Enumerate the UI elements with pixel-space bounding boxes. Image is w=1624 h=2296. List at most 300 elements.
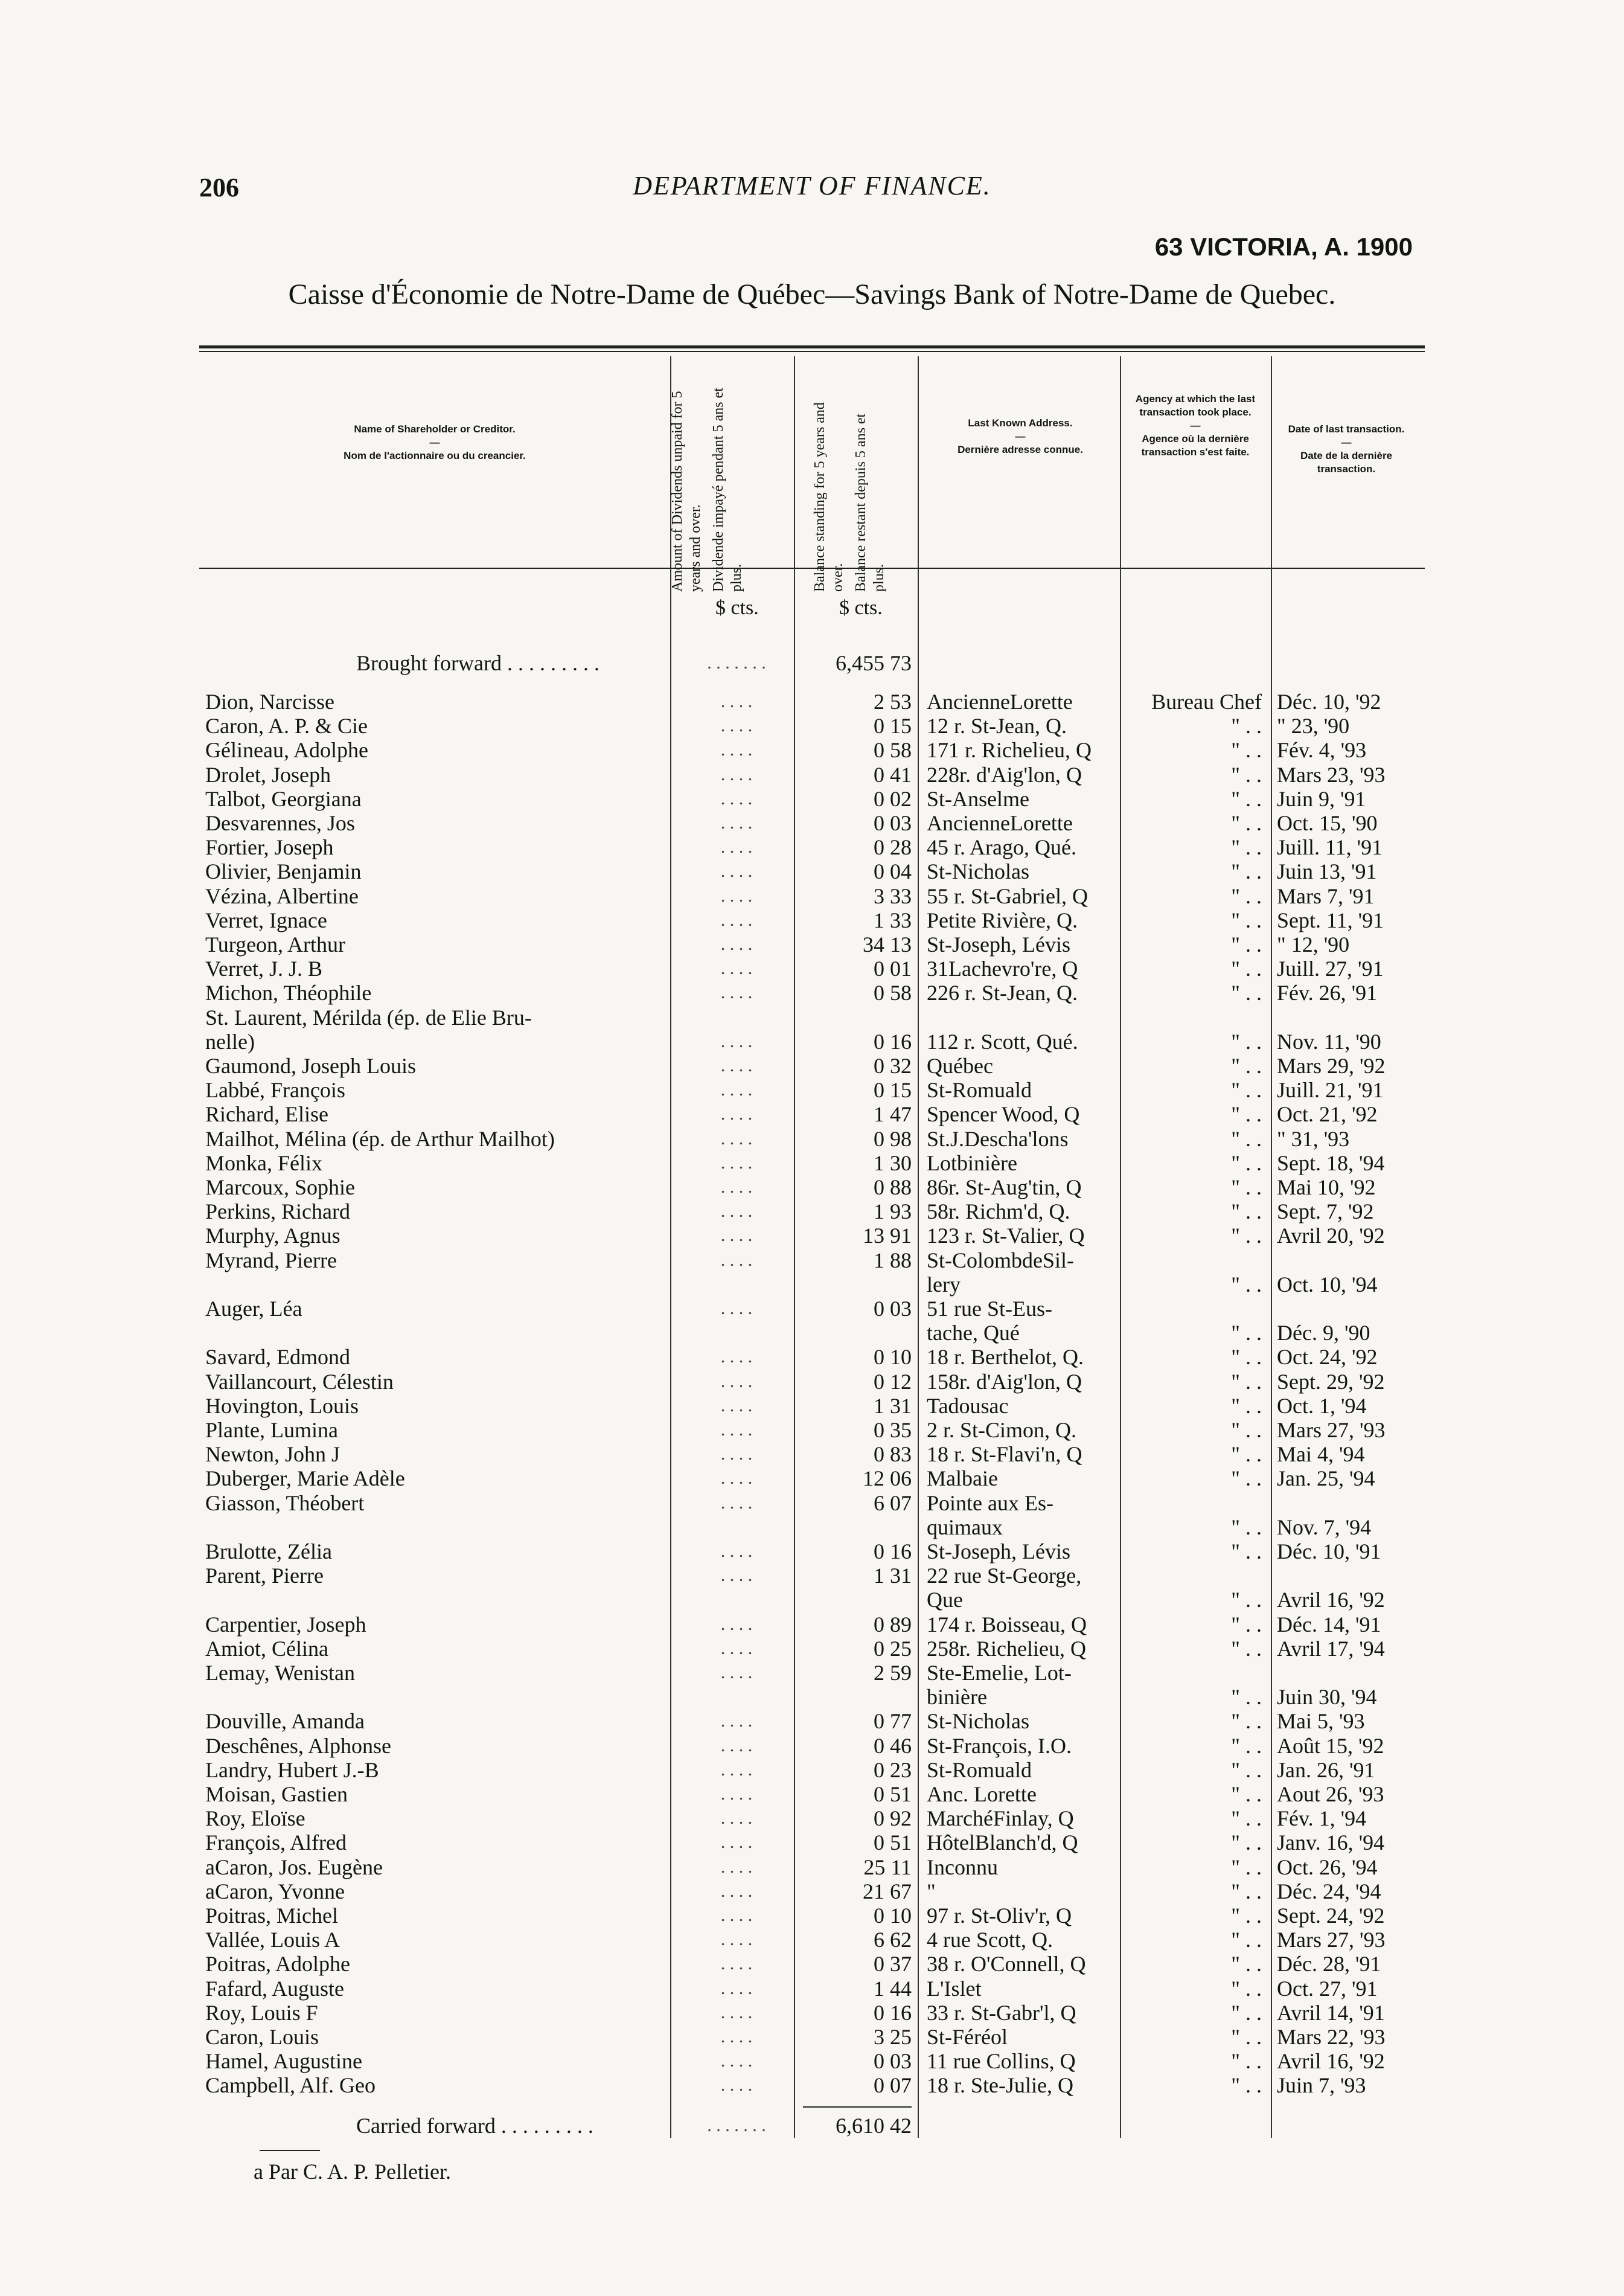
table-row (0, 1588, 1624, 1612)
table-row (0, 738, 1624, 762)
balance-amount: 0 02 (874, 787, 912, 811)
balance-amount: 0 10 (874, 1345, 912, 1369)
footnote-rule (260, 2150, 320, 2151)
transaction-date: Juin 13, '91 (1277, 859, 1377, 883)
balance-amount: 1 31 (874, 1563, 912, 1588)
transaction-date: " 23, '90 (1277, 714, 1350, 738)
last-known-address: 45 r. Arago, Qué. (927, 835, 1076, 859)
table-row (0, 1248, 1624, 1272)
last-known-address: St-Anselme (927, 787, 1029, 811)
last-known-address: St-ColombdeSil- (927, 1248, 1075, 1272)
col-header-agency-en: Agency at which the last transaction took place. (1135, 393, 1256, 418)
agency-name: " . . (1231, 1078, 1262, 1102)
last-known-address: 51 rue St-Eus- (927, 1297, 1052, 1321)
balance-amount: 0 25 (874, 1637, 912, 1661)
shareholder-name: Campbell, Alf. Geo (205, 2073, 376, 2097)
balance-amount: 0 16 (874, 1030, 912, 1054)
shareholder-name: Savard, Edmond (205, 1345, 350, 1369)
table-row (0, 1466, 1624, 1490)
dividend-amount: . . . . (720, 837, 753, 857)
table-row (0, 1928, 1624, 1952)
transaction-date: Sept. 11, '91 (1277, 908, 1384, 932)
last-known-address: 97 r. St-Oliv'r, Q (927, 1903, 1072, 1928)
transaction-date: Mars 23, '93 (1277, 763, 1386, 787)
shareholder-name: Vallée, Louis A (205, 1928, 340, 1952)
transaction-date: Jan. 26, '91 (1277, 1758, 1375, 1782)
dividend-amount: . . . . (720, 1177, 753, 1197)
dividend-amount: . . . . (720, 1808, 753, 1828)
table-row (0, 1394, 1624, 1418)
department-heading: DEPARTMENT OF FINANCE. (633, 171, 991, 200)
transaction-date: Sept. 18, '94 (1277, 1151, 1385, 1175)
balance-amount: 0 23 (874, 1758, 912, 1782)
balance-amount: 0 88 (874, 1175, 912, 1199)
agency-name: " . . (1231, 1588, 1262, 1612)
balance-amount: 0 32 (874, 1054, 912, 1078)
col-header-separator: — (429, 437, 440, 448)
balance-amount: 0 04 (874, 859, 912, 883)
last-known-address: 158r. d'Aig'lon, Q (927, 1370, 1082, 1394)
transaction-date: Juill. 27, '91 (1277, 957, 1384, 981)
table-row (0, 835, 1624, 859)
dividend-amount: . . . . (720, 1298, 753, 1318)
shareholder-name: Douville, Amanda (205, 1709, 365, 1733)
dividend-amount: . . . . (720, 934, 753, 954)
page-number: 206 (199, 173, 239, 202)
agency-name: " . . (1231, 1442, 1262, 1466)
table-top-rule-thin (199, 351, 1425, 352)
total-rule (803, 2106, 912, 2108)
shareholder-name: Olivier, Benjamin (205, 859, 362, 883)
transaction-date: Oct. 27, '91 (1277, 1977, 1378, 2001)
agency-name: " . . (1231, 1054, 1262, 1078)
dividend-amount: . . . . (720, 1832, 753, 1852)
brought-forward-balance: 6,455 73 (836, 651, 912, 675)
transaction-date: Mai 4, '94 (1277, 1442, 1365, 1466)
dividend-amount: . . . . (720, 1663, 753, 1682)
balance-amount: 0 03 (874, 811, 912, 835)
last-known-address: Québec (927, 1054, 993, 1078)
agency-name: " . . (1231, 763, 1262, 787)
agency-name: " . . (1231, 932, 1262, 957)
last-known-address: 38 r. O'Connell, Q (927, 1952, 1086, 1976)
transaction-date: Sept. 24, '92 (1277, 1903, 1385, 1928)
balance-amount: 0 58 (874, 738, 912, 762)
agency-name: " . . (1231, 1199, 1262, 1223)
table-row (0, 1370, 1624, 1394)
dividend-amount: . . . . (720, 1468, 753, 1488)
transaction-date: Déc. 10, '91 (1277, 1539, 1381, 1563)
balance-amount: 0 51 (874, 1782, 912, 1806)
last-known-address: HôtelBlanch'd, Q (927, 1830, 1078, 1855)
shareholder-name: Michon, Théophile (205, 981, 372, 1005)
agency-name: " . . (1231, 2073, 1262, 2097)
balance-amount: 0 01 (874, 957, 912, 981)
col-header-agency-fr: Agence où la dernière transaction s'est faite. (1141, 433, 1250, 458)
table-row (0, 1345, 1624, 1369)
table-row (0, 2025, 1624, 2049)
table-row (0, 1418, 1624, 1442)
agency-name: " . . (1231, 1782, 1262, 1806)
col-header-name (205, 423, 664, 463)
last-known-address: 55 r. St-Gabriel, Q (927, 884, 1088, 908)
balance-amount: 0 15 (874, 1078, 912, 1102)
table-row (0, 811, 1624, 835)
transaction-date: Juill. 11, '91 (1277, 835, 1383, 859)
agency-name: " . . (1231, 1030, 1262, 1054)
shareholder-name: St. Laurent, Mérilda (ép. de Elie Bru- (205, 1005, 532, 1030)
shareholder-name: aCaron, Jos. Eugène (205, 1855, 383, 1879)
shareholder-name: Vézina, Albertine (205, 884, 359, 908)
transaction-date: Oct. 10, '94 (1277, 1272, 1378, 1297)
table-row (0, 714, 1624, 738)
col-header-agency (1123, 393, 1268, 459)
dividend-amount: . . . . (720, 1031, 753, 1051)
balance-amount: 1 33 (874, 908, 912, 932)
dividend-amount: . . . . (720, 1736, 753, 1756)
table-row (0, 1078, 1624, 1102)
table-row (0, 1563, 1624, 1588)
last-known-address: tache, Qué (927, 1321, 1020, 1345)
agency-name: " . . (1231, 981, 1262, 1005)
col-header-div-fr: Dividende impayé pendant 5 ans et plus. (711, 388, 744, 592)
carried-forward-label: Carried forward (356, 2114, 496, 2138)
last-known-address: " (927, 1879, 936, 1903)
last-known-address: Spencer Wood, Q (927, 1102, 1080, 1126)
shareholder-name: Caron, Louis (205, 2025, 319, 2049)
balance-amount: 1 31 (874, 1394, 912, 1418)
balance-amount: 0 12 (874, 1370, 912, 1394)
last-known-address: 31Lachevro're, Q (927, 957, 1078, 981)
transaction-date: Déc. 14, '91 (1277, 1612, 1381, 1637)
transaction-date: Mars 22, '93 (1277, 2025, 1386, 2049)
table-row (0, 1661, 1624, 1685)
agency-name: " . . (1231, 1102, 1262, 1126)
dividend-amount: . . . . (720, 1905, 753, 1925)
last-known-address: 58r. Richm'd, Q. (927, 1199, 1070, 1223)
carried-forward-balance: 6,610 42 (836, 2114, 912, 2138)
dividend-amount: . . . . (720, 1565, 753, 1585)
last-known-address: Inconnu (927, 1855, 998, 1879)
table-row (0, 908, 1624, 932)
transaction-date: " 31, '93 (1277, 1127, 1350, 1151)
shareholder-name: Desvarennes, Jos (205, 811, 355, 835)
transaction-date: Fév. 26, '91 (1277, 981, 1378, 1005)
transaction-date: Mai 10, '92 (1277, 1175, 1376, 1199)
shareholder-name: Amiot, Célina (205, 1637, 328, 1661)
agency-name: " . . (1231, 1127, 1262, 1151)
dividend-amount: . . . . (720, 1978, 753, 1998)
agency-name: " . . (1231, 835, 1262, 859)
dividend-amount: . . . . (720, 1444, 753, 1464)
transaction-date: Oct. 1, '94 (1277, 1394, 1367, 1418)
agency-name: " . . (1231, 1321, 1262, 1345)
table-row (0, 932, 1624, 957)
agency-name: " . . (1231, 1223, 1262, 1248)
last-known-address: AncienneLorette (927, 811, 1073, 835)
carried-forward-row: Carried forward . . . . . . . . . . . . . . . . 6,610 42 (356, 2114, 912, 2138)
shareholder-name: Brulotte, Zélia (205, 1539, 332, 1563)
transaction-date: Fév. 4, '93 (1277, 738, 1367, 762)
table-row (0, 1199, 1624, 1223)
balance-amount: 1 88 (874, 1248, 912, 1272)
col-header-bal-fr: Balance restant depuis 5 ans et plus. (853, 413, 887, 592)
table-row (0, 1977, 1624, 2001)
last-known-address: 22 rue St-George, (927, 1563, 1082, 1588)
dividend-amount: . . . . (720, 740, 753, 760)
dividend-amount: . . . . (720, 1760, 753, 1780)
table-row (0, 1903, 1624, 1928)
shareholder-name: Drolet, Joseph (205, 763, 331, 787)
dividend-amount: . . . . (720, 691, 753, 711)
transaction-date: Déc. 24, '94 (1277, 1879, 1381, 1903)
col-header-date-fr: Date de la dernière transaction. (1300, 450, 1393, 475)
transaction-date: Mars 7, '91 (1277, 884, 1375, 908)
dividend-amount: . . . . (720, 1711, 753, 1731)
agency-name: " . . (1231, 1928, 1262, 1952)
shareholder-name: Poitras, Michel (205, 1903, 338, 1928)
last-known-address: MarchéFinlay, Q (927, 1806, 1074, 1830)
transaction-date: Jan. 25, '94 (1277, 1466, 1375, 1490)
dividend-amount: . . . . (720, 1104, 753, 1124)
shareholder-name: Landry, Hubert J.-B (205, 1758, 379, 1782)
shareholder-name: Newton, John J (205, 1442, 340, 1466)
col-header-addr-en: Last Known Address. (968, 417, 1073, 429)
transaction-date: Août 15, '92 (1277, 1734, 1384, 1758)
shareholder-name: Talbot, Georgiana (205, 787, 362, 811)
shareholder-name: Poitras, Adolphe (205, 1952, 350, 1976)
shareholder-name: Turgeon, Arthur (205, 932, 346, 957)
transaction-date: Nov. 7, '94 (1277, 1515, 1372, 1539)
agency-name: " . . (1231, 1855, 1262, 1879)
last-known-address: Tadousac (927, 1394, 1009, 1418)
agency-name: " . . (1231, 1539, 1262, 1563)
col-header-separator: — (1341, 437, 1352, 448)
agency-name: " . . (1231, 859, 1262, 883)
col-header-dividends (668, 386, 759, 592)
agency-name: " . . (1231, 1345, 1262, 1369)
table-row (0, 1782, 1624, 1806)
table-row (0, 859, 1624, 883)
balance-amount: 0 03 (874, 1297, 912, 1321)
session-heading: 63 VICTORIA, A. 1900 (1154, 232, 1413, 261)
transaction-date: Oct. 21, '92 (1277, 1102, 1378, 1126)
table-row (0, 1297, 1624, 1321)
balance-amount: 1 30 (874, 1151, 912, 1175)
table-row (0, 1515, 1624, 1539)
shareholder-name: Duberger, Marie Adèle (205, 1466, 405, 1490)
table-row (0, 1879, 1624, 1903)
agency-name: " . . (1231, 1418, 1262, 1442)
last-known-address: Ste-Emelie, Lot- (927, 1661, 1072, 1685)
agency-name: " . . (1231, 1830, 1262, 1855)
balance-amount: 0 41 (874, 763, 912, 787)
shareholder-name: Dion, Narcisse (205, 690, 334, 714)
balance-amount: 2 59 (874, 1661, 912, 1685)
dividend-amount: . . . . (720, 1541, 753, 1561)
last-known-address: 2 r. St-Cimon, Q. (927, 1418, 1077, 1442)
transaction-date: Nov. 11, '90 (1277, 1030, 1381, 1054)
last-known-address: 258r. Richelieu, Q (927, 1637, 1086, 1661)
last-known-address: St-Nicholas (927, 859, 1029, 883)
table-row (0, 1102, 1624, 1126)
agency-name: " . . (1231, 1370, 1262, 1394)
table-row (0, 1830, 1624, 1855)
transaction-date: Avril 20, '92 (1277, 1223, 1385, 1248)
dividend-amount: . . . . (720, 1396, 753, 1416)
balance-amount: 2 53 (874, 690, 912, 714)
table-row (0, 1758, 1624, 1782)
dividend-amount: . . . . (720, 2051, 753, 2071)
agency-name: " . . (1231, 1806, 1262, 1830)
col-header-separator: — (1015, 431, 1026, 442)
col-header-balance (811, 386, 901, 592)
col-header-address (924, 417, 1117, 457)
dividend-amount: . . . . (720, 1638, 753, 1658)
balance-amount: 25 11 (863, 1855, 912, 1879)
shareholder-name: Roy, Louis F (205, 2001, 318, 2025)
balance-amount: 0 37 (874, 1952, 912, 1976)
agency-name: " . . (1231, 1515, 1262, 1539)
table-row (0, 1442, 1624, 1466)
balance-amount: 12 06 (863, 1466, 912, 1490)
brought-forward-div: . . . . . . . (707, 653, 766, 673)
table-row (0, 690, 1624, 714)
table-row (0, 1151, 1624, 1175)
dividend-amount: . . . . (720, 1250, 753, 1270)
agency-name: " . . (1231, 1612, 1262, 1637)
balance-amount: 6 07 (874, 1491, 912, 1515)
table-row (0, 1612, 1624, 1637)
shareholder-name: Hamel, Augustine (205, 2049, 362, 2073)
last-known-address: 123 r. St-Valier, Q (927, 1223, 1085, 1248)
transaction-date: Déc. 9, '90 (1277, 1321, 1370, 1345)
shareholder-name: François, Alfred (205, 1830, 347, 1855)
last-known-address: 171 r. Richelieu, Q (927, 738, 1092, 762)
dividend-amount: . . . . (720, 910, 753, 930)
balance-amount: 0 10 (874, 1903, 912, 1928)
agency-name: " . . (1231, 1879, 1262, 1903)
last-known-address: St-Nicholas (927, 1709, 1029, 1733)
units-dividends: $ cts. (715, 597, 759, 619)
last-known-address: 4 rue Scott, Q. (927, 1928, 1053, 1952)
balance-amount: 6 62 (874, 1928, 912, 1952)
last-known-address: 86r. St-Aug'tin, Q (927, 1175, 1082, 1199)
last-known-address: St-Joseph, Lévis (927, 1539, 1070, 1563)
last-known-address: 18 r. Berthelot, Q. (927, 1345, 1084, 1369)
balance-amount: 0 16 (874, 1539, 912, 1563)
balance-amount: 0 92 (874, 1806, 912, 1830)
table-row (0, 1734, 1624, 1758)
last-known-address: AncienneLorette (927, 690, 1073, 714)
dividend-amount: . . . . (720, 1881, 753, 1901)
transaction-date: " 12, '90 (1277, 932, 1350, 957)
balance-amount: 1 44 (874, 1977, 912, 2001)
agency-name: " . . (1231, 2025, 1262, 2049)
transaction-date: Janv. 16, '94 (1277, 1830, 1385, 1855)
last-known-address: Petite Rivière, Q. (927, 908, 1078, 932)
transaction-date: Juin 30, '94 (1277, 1685, 1377, 1709)
shareholder-name: Monka, Félix (205, 1151, 322, 1175)
transaction-date: Juill. 21, '91 (1277, 1078, 1384, 1102)
table-row (0, 1709, 1624, 1733)
shareholder-name: Moisan, Gastien (205, 1782, 348, 1806)
agency-name: " . . (1231, 1466, 1262, 1490)
balance-amount: 1 93 (874, 1199, 912, 1223)
agency-name: " . . (1231, 1175, 1262, 1199)
balance-amount: 0 03 (874, 2049, 912, 2073)
table-row (0, 1005, 1624, 1030)
agency-name: " . . (1231, 714, 1262, 738)
transaction-date: Juin 9, '91 (1277, 787, 1366, 811)
balance-amount: 21 67 (863, 1879, 912, 1903)
agency-name: Bureau Chef (1151, 690, 1262, 714)
transaction-date: Oct. 15, '90 (1277, 811, 1378, 835)
table-row (0, 1685, 1624, 1709)
transaction-date: Mars 29, '92 (1277, 1054, 1386, 1078)
balance-amount: 0 58 (874, 981, 912, 1005)
balance-amount: 0 77 (874, 1709, 912, 1733)
balance-amount: 0 98 (874, 1127, 912, 1151)
balance-amount: 0 83 (874, 1442, 912, 1466)
transaction-date: Aout 26, '93 (1277, 1782, 1384, 1806)
dividend-amount: . . . . (720, 1347, 753, 1367)
last-known-address: Que (927, 1588, 963, 1612)
shareholder-name: Parent, Pierre (205, 1563, 324, 1588)
transaction-date: Sept. 29, '92 (1277, 1370, 1385, 1394)
dividend-amount: . . . . (720, 2003, 753, 2022)
table-row (0, 1175, 1624, 1199)
transaction-date: Avril 14, '91 (1277, 2001, 1385, 2025)
balance-amount: 0 51 (874, 1830, 912, 1855)
transaction-date: Mars 27, '93 (1277, 1418, 1386, 1442)
dividend-amount: . . . . (720, 1857, 753, 1877)
last-known-address: St-Romuald (927, 1078, 1032, 1102)
balance-amount: 0 89 (874, 1612, 912, 1637)
dividend-amount: . . . . (720, 813, 753, 833)
agency-name: " . . (1231, 1685, 1262, 1709)
bank-title: Caisse d'Économie de Notre-Dame de Québec—Savings Bank of Notre-Dame de Quebec. (288, 278, 1336, 310)
agency-name: " . . (1231, 957, 1262, 981)
shareholder-name: Caron, A. P. & Cie (205, 714, 368, 738)
dividend-amount: . . . . (720, 886, 753, 906)
transaction-date: Avril 16, '92 (1277, 2049, 1385, 2073)
balance-amount: 34 13 (863, 932, 912, 957)
last-known-address: quimaux (927, 1515, 1003, 1539)
balance-amount: 0 46 (874, 1734, 912, 1758)
table-row (0, 1272, 1624, 1297)
transaction-date: Déc. 10, '92 (1277, 690, 1381, 714)
table-row (0, 763, 1624, 787)
dividend-amount: . . . . (720, 983, 753, 1002)
transaction-date: Mars 27, '93 (1277, 1928, 1386, 1952)
table-row (0, 1855, 1624, 1879)
shareholder-name: Fafard, Auguste (205, 1977, 344, 2001)
shareholder-name: nelle) (205, 1030, 255, 1054)
shareholder-name: Marcoux, Sophie (205, 1175, 355, 1199)
agency-name: " . . (1231, 2049, 1262, 2073)
shareholder-name: Verret, Ignace (205, 908, 327, 932)
transaction-date: Mai 5, '93 (1277, 1709, 1365, 1733)
table-row (0, 787, 1624, 811)
shareholder-name: Vaillancourt, Célestin (205, 1370, 394, 1394)
transaction-date: Oct. 24, '92 (1277, 1345, 1378, 1369)
dividend-amount: . . . . (720, 1954, 753, 1974)
dividend-amount: . . . . (720, 2027, 753, 2047)
shareholder-name: aCaron, Yvonne (205, 1879, 345, 1903)
last-known-address: 112 r. Scott, Qué. (927, 1030, 1078, 1054)
table-row (0, 957, 1624, 981)
